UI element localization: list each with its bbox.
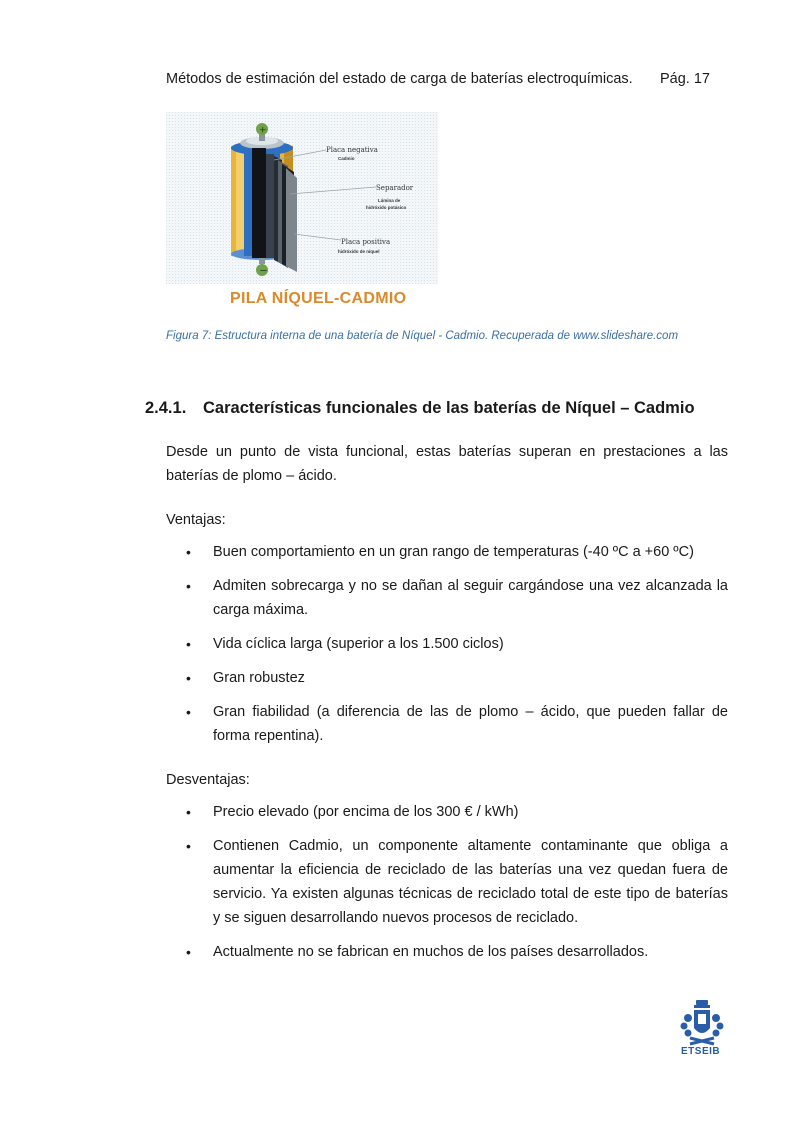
section-number: 2.4.1. bbox=[145, 399, 187, 417]
intro-paragraph: Desde un punto de vista funcional, estas baterías superan en prestaciones a las baterías de plomo – ácido. bbox=[166, 444, 728, 484]
list-item: • Vida cíclica larga (superior a los 1.500 ciclos) bbox=[166, 632, 728, 656]
list-item: • Contienen Cadmio, un componente altamente contaminante que obliga a aumentar la eficiencia de reciclado de las baterías una vez quedan fuera de servicio. Ya existen algunas técnicas de reciclado total de este tipo de baterías y se siguen desarrollando nuevos procesos de reciclado. bbox=[166, 834, 728, 930]
list-item: • Admiten sobrecarga y no se dañan al seguir cargándose una vez alcanzada la carga máxima. bbox=[166, 574, 728, 622]
electrode-roll bbox=[252, 148, 266, 258]
list-item: • Buen comportamiento en un gran rango de temperaturas (-40 ºC a +60 ºC) bbox=[166, 540, 728, 564]
label-separator-sub1: Lámina de bbox=[378, 198, 401, 203]
section-heading bbox=[145, 399, 695, 418]
svg-text:+: + bbox=[259, 125, 267, 136]
desventajas-label: Desventajas: bbox=[166, 772, 250, 788]
list-item: • Gran fiabilidad (a diferencia de las de plomo – ácido, que pueden fallar de forma repentina). bbox=[166, 700, 728, 748]
svg-text:−: − bbox=[259, 265, 268, 277]
ventajas-list bbox=[166, 540, 728, 758]
ventajas-label: Ventajas: bbox=[166, 512, 226, 528]
list-item: • Precio elevado (por encima de los 300 € / kWh) bbox=[166, 800, 728, 824]
label-positive-sub: hidróxido de níquel bbox=[338, 249, 380, 254]
figure-title: PILA NÍQUEL-CADMIO bbox=[230, 290, 407, 307]
nicd-battery-diagram bbox=[166, 112, 438, 284]
running-header-title: Métodos de estimación del estado de carga de baterías electroquímicas. bbox=[166, 71, 633, 87]
label-separator: Separador bbox=[376, 184, 414, 192]
logo-text: ETSEIB bbox=[681, 1046, 721, 1057]
label-negative-plate: Placa negativa bbox=[326, 146, 378, 154]
figure-caption: Figura 7: Estructura interna de una batería de Níquel - Cadmio. Recuperada de www.slideshare.com bbox=[166, 330, 679, 342]
list-item: • Gran robustez bbox=[166, 666, 728, 690]
page-number: Pág. 17 bbox=[660, 71, 710, 87]
section-title: Características funcionales de las baterías de Níquel – Cadmio bbox=[203, 399, 695, 417]
battery-figure bbox=[166, 112, 438, 284]
label-negative-sub: Cadmio bbox=[338, 156, 355, 161]
list-item: • Actualmente no se fabrican en muchos de los países desarrollados. bbox=[166, 940, 728, 964]
label-separator-sub2: hidróxido potásico bbox=[366, 205, 407, 210]
label-positive-plate: Placa positiva bbox=[341, 238, 391, 246]
desventajas-list bbox=[166, 800, 728, 974]
